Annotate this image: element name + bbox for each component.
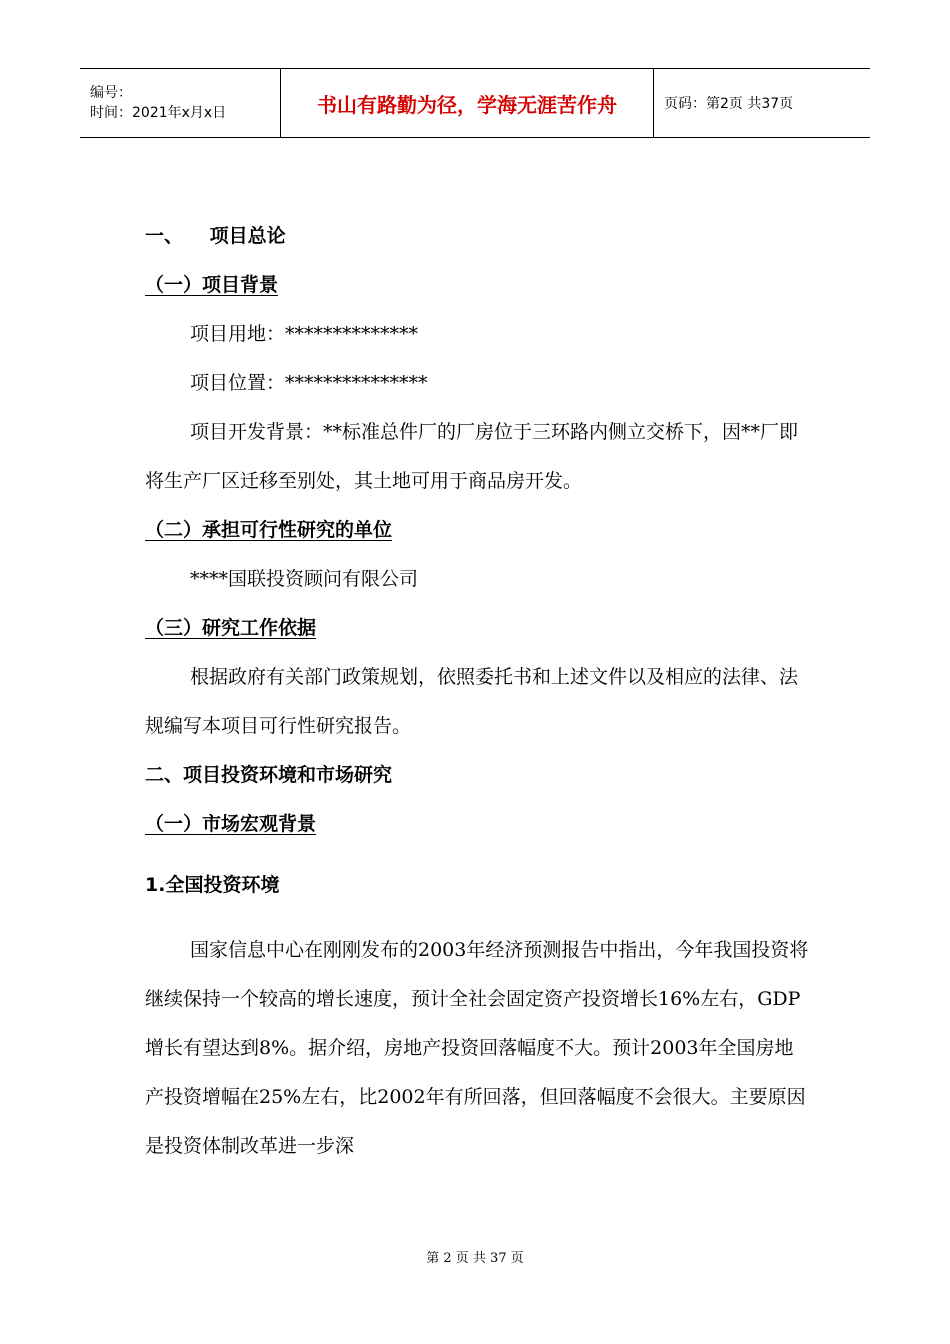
- paragraph: ****国联投资顾问有限公司: [190, 568, 419, 590]
- page-label: 页码：第2页 共37页: [664, 96, 794, 112]
- paragraph: 国家信息中心在刚刚发布的2003年经济预测报告中指出，今年我国投资将继续保持一个较高的增长速度，预计全社会固定资产投资增长16%左右，GDP增长有望达到8%。据介绍，房地产投资回落幅度不大。预计2003年全国房地产投资增幅在25%左右，比2002年有所回落，但回落幅度不会很大。主要原因是投资体制改革进一步深: [145, 939, 809, 1157]
- paragraph: 根据政府有关部门政策规划，依照委托书和上述文件以及相应的法律、法规编写本项目可行性研究报告。: [145, 666, 799, 737]
- section-title-1: 一、 项目总论: [145, 225, 286, 247]
- section-title-2: 二、项目投资环境和市场研究: [145, 764, 393, 786]
- header-motto: [281, 69, 654, 137]
- header-meta: [80, 69, 281, 137]
- document-number: 编号：: [90, 85, 132, 101]
- paragraph: 项目用地：**************: [190, 323, 419, 345]
- motto-text: 书山有路勤为径，学海无涯苦作舟: [317, 92, 617, 117]
- subsection-heading: （一）市场宏观背景: [145, 813, 317, 835]
- document-body: [145, 212, 810, 1171]
- paragraph: 项目位置：***************: [190, 372, 428, 394]
- subsection-heading: （三）研究工作依据: [145, 617, 317, 639]
- paragraph: 项目开发背景：**标准总件厂的厂房位于三环路内侧立交桥下，因**厂即将生产厂区迁移至别处，其土地可用于商品房开发。: [145, 421, 799, 492]
- subsection-heading: （一）项目背景: [145, 274, 279, 296]
- subsection-heading: （二）承担可行性研究的单位: [145, 519, 393, 541]
- sub-subsection-heading: 1.全国投资环境: [145, 874, 280, 896]
- header-page-number: [654, 69, 870, 137]
- page-footer: 第 2 页 共 37 页: [426, 1251, 524, 1266]
- document-date: 时间：2021年x月x日: [90, 105, 227, 121]
- page-header: [80, 68, 870, 138]
